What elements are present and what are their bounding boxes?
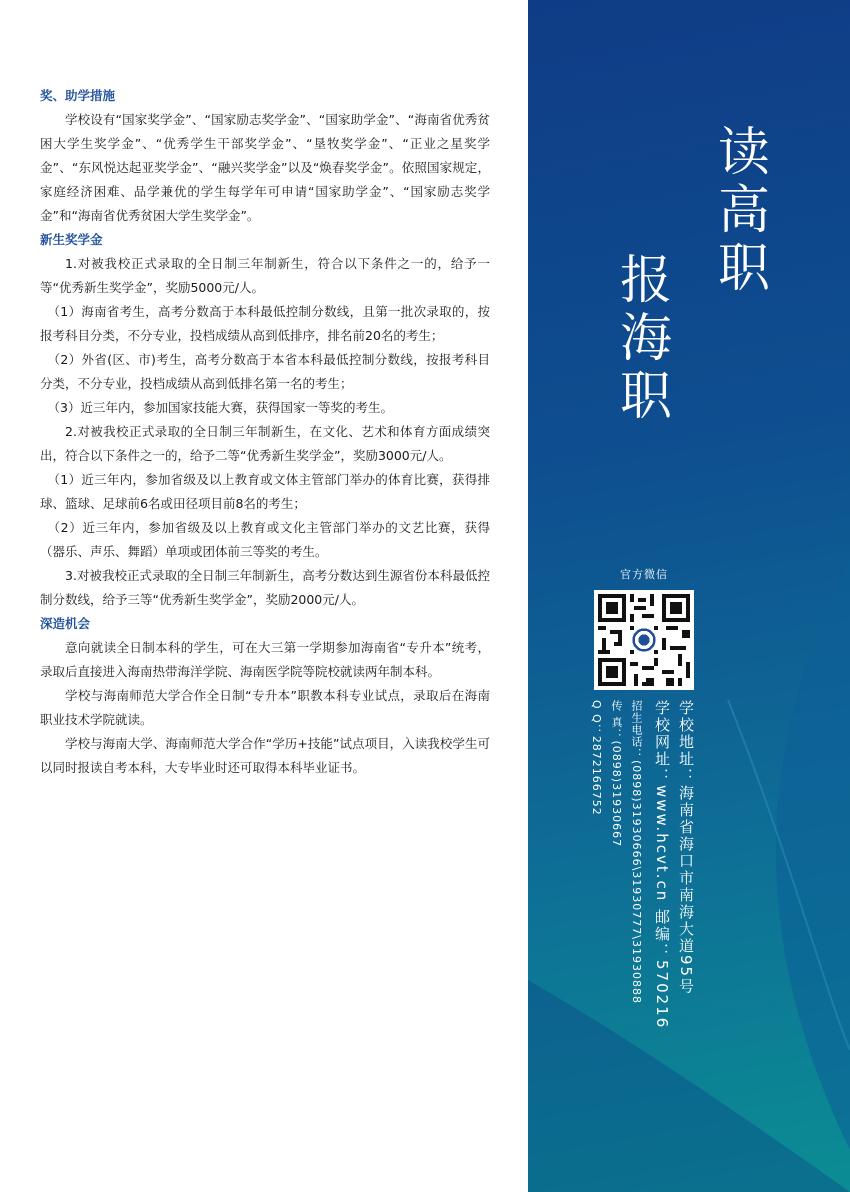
slogan-char: 职 <box>619 367 672 427</box>
slogan-read-vocational <box>714 124 774 298</box>
school-website[interactable]: 学校网址：www.hcvt.cn 邮编：570216 <box>653 700 671 1030</box>
slogan-char: 职 <box>717 239 770 299</box>
freshman-paragraph-8: 3.对被我校正式录取的全日制三年制新生，高考分数达到生源省份本科最低控制分数线，给予三等“优秀新生奖学金”，奖励2000元/人。 <box>40 568 490 607</box>
school-address: 学校地址：海南省海口市南海大道95号 <box>677 700 695 996</box>
slogan-apply-hainan <box>616 252 676 426</box>
freshman-paragraph-2: （1）海南省考生，高考分数高于本科最低控制分数线，且第一批次录取的，按报考科目分类，不分专业，投档成绩从高到低排序，排名前20名的考生； <box>40 304 490 343</box>
qq-number: Q Q：2872166752 <box>590 700 603 816</box>
slogan-char: 报 <box>619 251 672 311</box>
scholarship-text-column <box>40 84 490 780</box>
freshman-paragraph-6: （1）近三年内，参加省级及以上教育或文体主管部门举办的体育比赛，获得排球、篮球、足球前6名或田径项目前8名的考生； <box>40 472 490 511</box>
wechat-label: 官方微信 <box>620 568 668 581</box>
wechat-qr-code-icon[interactable] <box>594 590 694 690</box>
fax-number: 传 真：(0898)31930667 <box>610 700 623 848</box>
further-study-paragraph-3: 学校与海南大学、海南师范大学合作“学历+技能”试点项目，入读我校学生可以同时报读自考本科，大专毕业时还可取得本科毕业证书。 <box>40 736 490 775</box>
freshman-paragraph-1: 1.对被我校正式录取的全日制三年制新生，符合以下条件之一的，给予一等“优秀新生奖学金”，奖励5000元/人。 <box>40 256 490 295</box>
slogan-char: 海 <box>619 309 672 369</box>
blue-side-panel <box>528 0 850 1192</box>
freshman-paragraph-7: （2）近三年内，参加省级及以上教育或文化主管部门举办的文艺比赛，获得（器乐、声乐、舞蹈）单项或团体前三等奖的考生。 <box>40 520 490 559</box>
further-study-paragraph-2: 学校与海南师范大学合作全日制“专升本”职教本科专业试点，录取后在海南职业技术学院就读。 <box>40 688 490 727</box>
awards-paragraph: 学校设有“国家奖学金”、“国家励志奖学金”、“国家助学金”、“海南省优秀贫困大学生奖学金”、“优秀学生干部奖学金”、“垦牧奖学金”、“正业之星奖学金”、“东风悦达起亚奖学金”、“融兴奖学金”以及“焕春奖学金”。依照国家规定，家庭经济困难、品学兼优的学生每学年可申请“国家助学金”、“国家励志奖学金”和“海南省优秀贫困大学生奖学金”。 <box>40 112 490 223</box>
slogan-char: 读 <box>717 123 770 183</box>
section-heading-awards: 奖、助学措施 <box>40 88 116 103</box>
section-heading-freshman: 新生奖学金 <box>40 232 103 247</box>
freshman-paragraph-3: （2）外省(区、市)考生，高考分数高于本省本科最低控制分数线，按报考科目分类，不分专业，投档成绩从高到低排名第一名的考生； <box>40 352 490 391</box>
admission-phone: 招生电话：(0898)31930666\31930777\31930888 <box>630 700 643 1004</box>
section-heading-further-study: 深造机会 <box>40 616 91 631</box>
slogan-char: 高 <box>717 181 770 241</box>
freshman-paragraph-4: （3）近三年内，参加国家技能大赛，获得国家一等奖的考生。 <box>47 400 393 415</box>
further-study-paragraph-1: 意向就读全日制本科的学生，可在大三第一学期参加海南省“专升本”统考，录取后直接进入海南热带海洋学院、海南医学院等院校就读两年制本科。 <box>40 640 490 679</box>
qr-code-graphic <box>594 590 694 690</box>
freshman-paragraph-5: 2.对被我校正式录取的全日制三年制新生，在文化、艺术和体育方面成绩突出，符合以下条件之一的，给予二等“优秀新生奖学金”，奖励3000元/人。 <box>40 424 490 463</box>
